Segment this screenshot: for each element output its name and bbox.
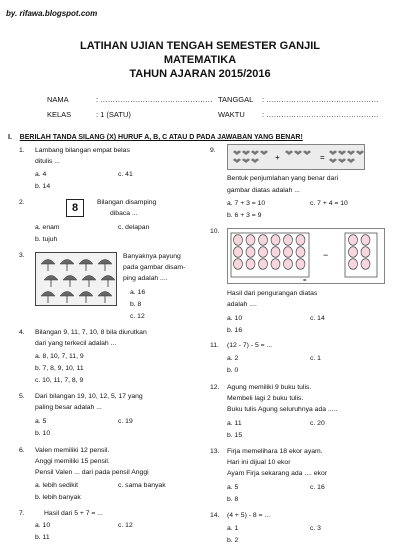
q9-picture <box>227 144 365 170</box>
q1-number: 1. <box>19 147 25 154</box>
q1-option-a[interactable]: a. 4 <box>35 171 47 178</box>
q3-line1: Banyaknya payung <box>123 253 181 260</box>
q10-option-b[interactable]: b. 16 <box>227 327 243 334</box>
egg-icon <box>271 235 280 246</box>
q7-option-c[interactable]: c. 12 <box>118 522 133 529</box>
q13-line3: Ayam Firja sekarang ada .... ekor <box>227 470 327 477</box>
egg-icon <box>361 235 370 246</box>
q1-option-b[interactable]: b. 14 <box>35 183 51 190</box>
q12-line3: Buku tulis Agung seluruhnya ada ..... <box>227 406 338 413</box>
q7-option-b[interactable]: b. 11 <box>35 534 50 541</box>
egg-icon <box>284 259 293 270</box>
q3-option-b[interactable]: b. 8 <box>130 301 142 308</box>
egg-icon <box>349 247 358 258</box>
q6-option-b[interactable]: b. lebih banyak <box>35 494 81 501</box>
q4-line2: dari yang terkecil adalah ... <box>35 340 117 347</box>
q2-option-a[interactable]: a. enam <box>35 224 60 231</box>
q10-minus-sign: − <box>323 250 329 260</box>
q4-option-c[interactable]: c. 10, 11, 7, 8, 9 <box>35 377 84 384</box>
egg-icon <box>246 247 255 258</box>
egg-icon <box>259 259 268 270</box>
q10-number: 10. <box>210 228 220 235</box>
q13-line2: Hari ini dijual 10 ekor <box>227 459 291 466</box>
q7-number: 7. <box>19 510 25 517</box>
nama-field[interactable]: : ……………………………………… <box>96 95 213 104</box>
q12-line1: Agung memiliki 9 buku tulis. <box>227 384 312 391</box>
q11-option-c[interactable]: c. 1 <box>310 355 321 362</box>
waktu-field[interactable]: : ……………………………………… <box>262 110 379 119</box>
egg-icon <box>259 235 268 246</box>
egg-icon <box>361 259 370 270</box>
q13-option-a[interactable]: a. 5 <box>227 484 239 491</box>
exam-title: LATIHAN UJIAN TENGAH SEMESTER GANJIL <box>80 40 320 52</box>
q12-option-c[interactable]: c. 20 <box>310 420 325 427</box>
q6-option-a[interactable]: a. lebih sedikit <box>35 482 79 489</box>
egg-icon <box>234 247 243 258</box>
year-title: TAHUN AJARAN 2015/2016 <box>129 68 271 80</box>
q9-plus-sign: + <box>275 153 280 162</box>
q7-option-a[interactable]: a. 10 <box>35 522 51 529</box>
egg-icon <box>246 259 255 270</box>
q14-line1: (4 + 5) - 8 = ... <box>227 512 271 519</box>
q2-number: 2. <box>19 199 25 206</box>
q9-number: 9. <box>210 147 216 154</box>
q6-option-c[interactable]: c. sama banyak <box>118 482 166 489</box>
q12-line2: Membeli lagi 2 buku tulis. <box>227 395 304 402</box>
waktu-label: WAKTU <box>218 110 245 119</box>
egg-icon <box>246 235 255 246</box>
q2-line1: Bilangan disamping <box>97 199 157 206</box>
q11-option-b[interactable]: b. 0 <box>227 367 239 374</box>
egg-icon <box>271 259 280 270</box>
q5-option-a[interactable]: a. 5 <box>35 418 47 425</box>
instruction-text: BERILAH TANDA SILANG (X) HURUF A, B, C ATAU D PADA JAWABAN YANG BENAR! <box>19 134 303 141</box>
q10-equals-sign: = <box>303 278 307 284</box>
q9-line2: gambar diatas adalah ... <box>227 187 300 194</box>
egg-icon <box>259 247 268 258</box>
q4-number: 4. <box>19 329 25 336</box>
tanggal-label: TANGGAL <box>218 95 254 104</box>
q10-line2: adalah .... <box>227 301 257 308</box>
kelas-value: : 1 (SATU) <box>96 110 131 119</box>
section-numeral: I. <box>8 134 12 141</box>
q11-option-a[interactable]: a. 2 <box>227 355 239 362</box>
egg-icon <box>234 235 243 246</box>
q14-number: 14. <box>210 512 220 519</box>
q11-line1: (12 - 7) - 5 = ... <box>227 342 273 349</box>
q14-option-a[interactable]: a. 1 <box>227 525 239 532</box>
q14-option-c[interactable]: c. 3 <box>310 525 321 532</box>
q10-option-a[interactable]: a. 10 <box>227 315 243 322</box>
q10-picture <box>227 228 385 284</box>
q10-line1: Hasil dari pengurangan diatas <box>227 290 318 297</box>
q4-option-b[interactable]: b. 7, 8, 9, 10, 11 <box>35 365 84 372</box>
subject-title: MATEMATIKA <box>163 54 237 66</box>
q6-number: 6. <box>19 447 25 454</box>
q10-option-c[interactable]: c. 14 <box>310 315 325 322</box>
number-card: 8 <box>66 199 84 217</box>
egg-icon <box>349 235 358 246</box>
egg-icon <box>284 247 293 258</box>
q1-option-c[interactable]: c. 41 <box>118 171 133 178</box>
q2-option-c[interactable]: c. delapan <box>118 224 150 231</box>
egg-icon <box>271 247 280 258</box>
q1-line1: Lambang bilangan empat belas <box>35 147 130 154</box>
q6-line2: Anggi memiliki 15 pensil. <box>35 458 110 465</box>
egg-icon <box>296 259 305 270</box>
q9-option-a[interactable]: a. 7 + 3 = 10 <box>227 200 266 207</box>
q14-option-b[interactable]: b. 2 <box>227 537 239 544</box>
q13-option-b[interactable]: b. 8 <box>227 496 239 503</box>
egg-icon <box>296 235 305 246</box>
q9-line1: Bentuk penjumlahan yang benar dari <box>227 175 339 182</box>
q13-number: 13. <box>210 448 220 455</box>
q9-option-b[interactable]: b. 6 + 3 = 9 <box>227 212 262 219</box>
q13-option-c[interactable]: c. 16 <box>310 484 325 491</box>
q12-option-b[interactable]: b. 15 <box>227 432 243 439</box>
q9-option-c[interactable]: c. 7 + 4 = 10 <box>310 200 348 207</box>
q1-line2: ditulis ... <box>35 158 60 165</box>
q3-line2: pada gambar disam- <box>123 264 186 271</box>
q11-number: 11. <box>210 342 219 349</box>
q13-line1: Firja memelihara 18 ekor ayam. <box>227 448 323 455</box>
tanggal-field[interactable]: : ……………………………………… <box>262 95 379 104</box>
q12-number: 12. <box>210 384 220 391</box>
blog-credit: by. rifawa.blogspot.com <box>6 9 98 18</box>
egg-icon <box>296 247 305 258</box>
q3-line3: ping adalah .... <box>123 275 168 282</box>
q7-line1: Hasil dari 5 + 7 = ... <box>44 510 103 517</box>
section-instruction <box>8 134 398 141</box>
nama-label: NAMA <box>47 95 69 104</box>
q6-line1: Valen memiliki 12 pensil. <box>35 447 110 454</box>
q5-line2: paling besar adalah ... <box>35 404 102 411</box>
q5-number: 5. <box>19 393 25 400</box>
umbrella-picture <box>35 252 117 306</box>
egg-icon <box>234 259 243 270</box>
q3-option-a[interactable]: a. 16 <box>130 289 146 296</box>
q4-option-a[interactable]: a. 8, 10, 7, 11, 9 <box>35 353 84 360</box>
q3-option-c[interactable]: c. 12 <box>130 313 145 320</box>
q9-equals-sign: = <box>320 153 325 162</box>
q5-line1: Dari bilangan 19, 10, 12, 5, 17 yang <box>35 393 143 400</box>
q2-option-b[interactable]: b. tujuh <box>35 236 58 243</box>
kelas-label: KELAS <box>47 110 72 119</box>
q2-line2: dibaca ... <box>110 210 138 217</box>
q5-option-c[interactable]: c. 19 <box>118 418 133 425</box>
q12-option-a[interactable]: a. 11 <box>227 420 242 427</box>
egg-icon <box>284 235 293 246</box>
q3-number: 3. <box>19 252 25 259</box>
egg-icon <box>361 247 370 258</box>
q5-option-b[interactable]: b. 10 <box>35 430 51 437</box>
egg-icon <box>349 259 358 270</box>
q4-line1: Bilangan 9, 11, 7, 10, 8 bila diurutkan <box>35 329 147 336</box>
q6-line3: Pensil Valen ... dari pada pensil Anggi <box>35 469 149 476</box>
